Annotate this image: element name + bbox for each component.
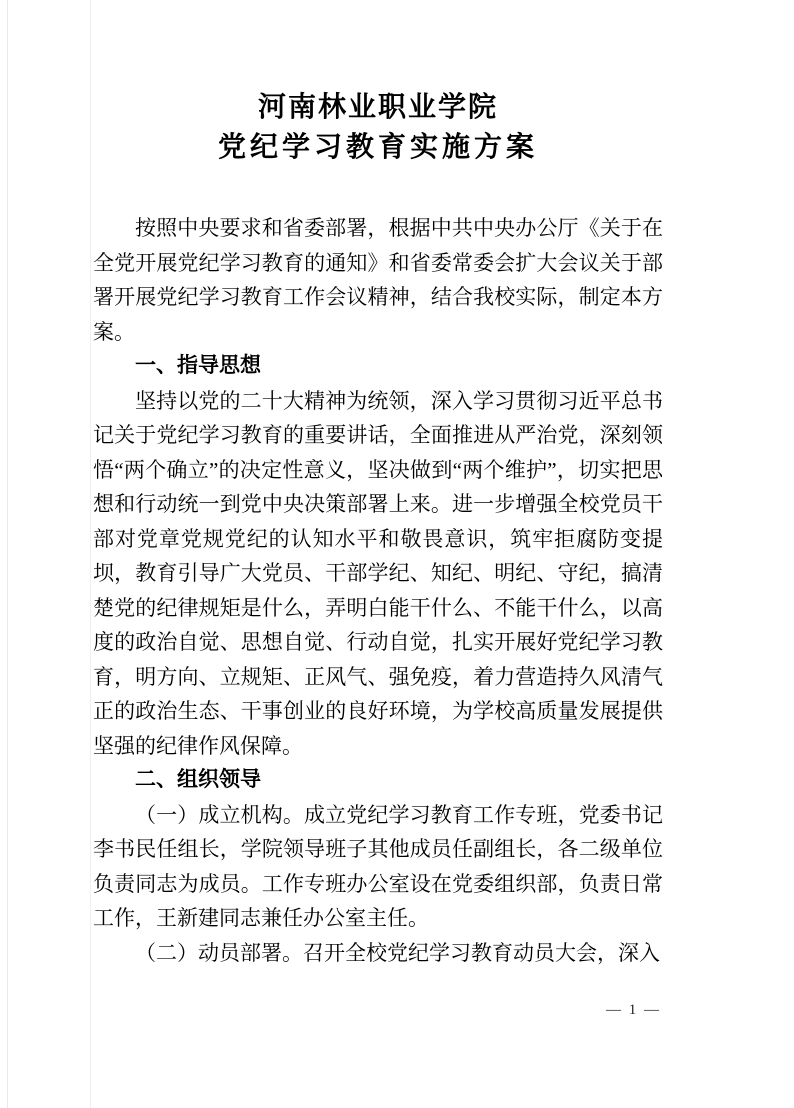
paragraph-guiding-ideology: 坚持以党的二十大精神为统领，深入学习贯彻习近平总书记关于党纪学习教育的重要讲话，全面推进从严治党，深刻领悟“两个确立”的决定性意义，坚决做到“两个维护”，切实把思想和行动统一到党中央决策部署上来。进一步增强全校党员干部对党章党规党纪的认知水平和敬畏意识，筑牢拒腐防变提坝，教育引导广大党员、干部学纪、知纪、明纪、守纪，搞清楚党的纪律规矩是什么，弄明白能干什么、不能干什么，以高度的政治自觉、思想自觉、行动自觉，扎实开展好党纪学习教育，明方向、立规矩、正风气、强免疫，着力营造持久风清气正的政治生态、干事创业的良好环境，为学校高质量发展提供坚强的纪律作风保障。 — [93, 388, 663, 758]
scan-crease-line-margin — [90, 0, 91, 1108]
page-number: — 1 — — [606, 1002, 661, 1018]
paragraph-item1-establish-organization — [93, 798, 663, 936]
item2-lead-label: （二）动员部署。 — [135, 940, 303, 965]
item2-text: 召开全校党纪学习教育动员大会，深入 — [303, 940, 660, 965]
paragraph-item2-mobilization-deployment — [93, 936, 663, 971]
item1-text: 成立党纪学习教育工作专班，党委书记李书民任组长，学院领导班子其他成员任副组长，各二级单位负责同志为成员。工作专班办公室设在党委组织部，负责日常工作，王新建同志兼任办公室主任。 — [93, 802, 663, 930]
scan-crease-line-left — [7, 0, 8, 1108]
document-title-line1: 河南林业职业学院 — [257, 92, 498, 123]
section-heading-guiding-ideology: 一、指导思想 — [135, 354, 261, 377]
item1-lead-label: （一）成立机构。 — [135, 802, 304, 827]
section-heading-organization-leadership: 二、组织领导 — [135, 768, 261, 791]
document-body — [93, 211, 663, 970]
document-title-line2: 党纪学习教育实施方案 — [217, 132, 538, 163]
document-title — [93, 88, 663, 168]
paragraph-intro: 按照中央要求和省委部署，根据中共中央办公厅《关于在全党开展党纪学习教育的通知》和省委常委会扩大会议关于部署开展党纪学习教育工作会议精神，结合我校实际，制定本方案。 — [93, 216, 663, 344]
